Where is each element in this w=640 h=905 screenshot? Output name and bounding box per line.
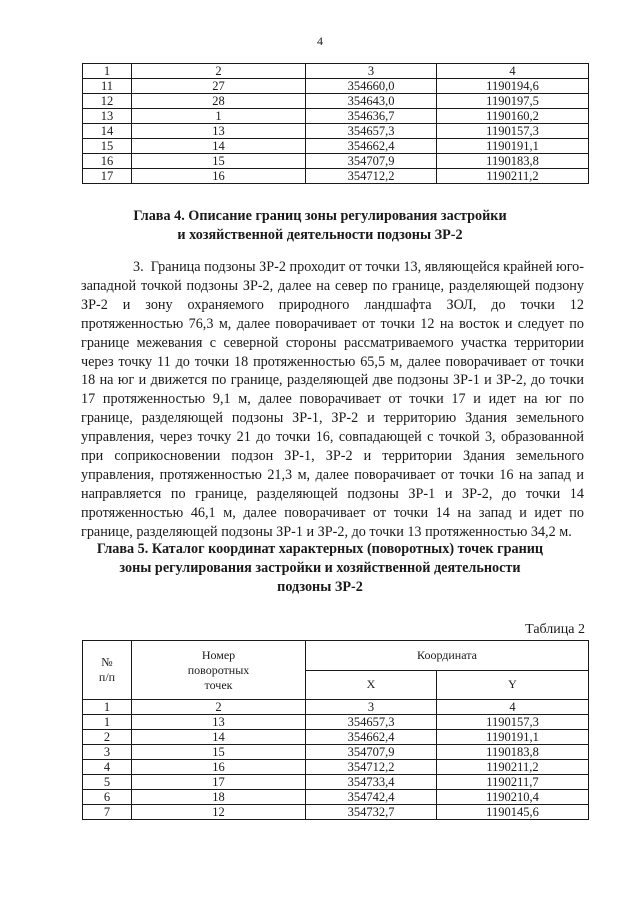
table-cell: 4 <box>437 700 589 715</box>
header-cell-x: X <box>306 670 437 700</box>
table-cell: 1190160,2 <box>437 109 589 124</box>
header-cell-y: Y <box>437 670 589 700</box>
chapter-5-heading-line: Глава 5. Каталог координат характерных (поворотных) точек границ <box>96 541 544 557</box>
table-cell: 5 <box>83 775 132 790</box>
table-cell: 354707,9 <box>306 745 437 760</box>
table-cell: 16 <box>132 169 306 184</box>
table-cell: 15 <box>132 745 306 760</box>
table-cell: 2 <box>132 64 306 79</box>
table-cell: 14 <box>132 139 306 154</box>
table-header-row <box>83 641 589 671</box>
header-cell-coordinate: Координата <box>306 641 589 671</box>
table-row <box>83 805 589 820</box>
table-row <box>83 94 589 109</box>
chapter-4-heading-line: и хозяйственной деятельности подзоны ЗР-2 <box>177 227 463 243</box>
header-text: Номер <box>201 647 236 662</box>
coordinates-table-continued <box>82 63 589 184</box>
table-cell: 6 <box>83 790 132 805</box>
chapter-5-heading-line: зоны регулирования застройки и хозяйственной деятельности <box>119 560 521 576</box>
paragraph-3: 3. Граница подзоны ЗР-2 проходит от точки 13, являющейся крайней юго-западной точкой подзоны ЗР-2, далее на север по границе, разделяющей подзону ЗР-2 и зону охраняемого природного ландшафта ЗОЛ, до точки 12 протяженностью 76,3 м, далее поворачивает от точки 12 на восток и следует по границе межевания с северной стороны рассматриваемого участка территории через точку 11 до точки 18 протяженностью 65,5 м, далее поворачивает от точки 18 на юг и движется по границе, разделяющей две подзоны ЗР-1 и ЗР-2, до точки 17 протяженностью 9,1 м, далее поворачивает от точки 17 и идет на юг по границе, разделяющей подзоны ЗР-1, ЗР-2 и территорию Здания земельного управления, через точку 21 до точки 16, совпадающей с точкой 3, образованной при соприкосновении подзон ЗР-1, ЗР-2 и территории Здания земельного управления, протяженностью 21,3 м, далее поворачивает от точки 16 на запад и направляется по границе, разделяющей подзоны ЗР-1 и ЗР-2, до точки 14 протяженностью 46,1 м, далее поворачивает от точки 14 на запад и идет по границе, разделяющей подзоны ЗР-1 и ЗР-2, до точки 13 протяженностью 34,2 м. <box>81 259 584 540</box>
table-cell: 354707,9 <box>306 154 437 169</box>
table-cell: 1190211,7 <box>437 775 589 790</box>
chapter-4-heading-line: Глава 4. Описание границ зоны регулирования застройки <box>133 208 507 224</box>
header-text: поворотных <box>187 662 250 677</box>
table-row <box>83 715 589 730</box>
table-row <box>83 124 589 139</box>
table-cell: 3 <box>306 64 437 79</box>
table-cell: 1190183,8 <box>437 745 589 760</box>
table-2-caption: Таблица 2 <box>525 622 585 637</box>
table-cell: 14 <box>83 124 132 139</box>
table-cell: 1190157,3 <box>437 124 589 139</box>
table-cell: 14 <box>132 730 306 745</box>
table-row <box>83 109 589 124</box>
table-cell: 1190183,8 <box>437 154 589 169</box>
table-cell: 7 <box>83 805 132 820</box>
header-text: № <box>101 655 113 669</box>
table-cell: 11 <box>83 79 132 94</box>
table-cell: 354742,4 <box>306 790 437 805</box>
table-cell: 1190194,6 <box>437 79 589 94</box>
table-cell: 354712,2 <box>306 760 437 775</box>
table-cell: 1190197,5 <box>437 94 589 109</box>
table-cell: 1 <box>83 700 132 715</box>
page-number: 4 <box>317 34 323 48</box>
chapter-5-heading <box>60 540 580 597</box>
table-cell: 16 <box>132 760 306 775</box>
table-cell: 1190191,1 <box>437 730 589 745</box>
table-cell: 1190157,3 <box>437 715 589 730</box>
table-cell: 3 <box>306 700 437 715</box>
table-cell: 354712,2 <box>306 169 437 184</box>
coordinates-table-2 <box>82 640 589 820</box>
table-cell: 12 <box>132 805 306 820</box>
table-cell: 28 <box>132 94 306 109</box>
table-row <box>83 139 589 154</box>
table-cell: 354657,3 <box>306 715 437 730</box>
table-cell: 4 <box>83 760 132 775</box>
table-row <box>83 790 589 805</box>
table-index-row <box>83 700 589 715</box>
table-cell: 1190145,6 <box>437 805 589 820</box>
table-cell: 354636,7 <box>306 109 437 124</box>
chapter-5-heading-line: подзоны ЗР-2 <box>277 579 363 595</box>
table-cell: 2 <box>83 730 132 745</box>
table-cell: 354732,7 <box>306 805 437 820</box>
table-cell: 1190211,2 <box>437 169 589 184</box>
table-cell: 2 <box>132 700 306 715</box>
chapter-4-heading <box>60 207 580 245</box>
table-cell: 354662,4 <box>306 139 437 154</box>
table-cell: 1 <box>83 715 132 730</box>
table-cell: 17 <box>83 169 132 184</box>
header-text: точек <box>204 677 233 692</box>
table-cell: 1 <box>83 64 132 79</box>
table-cell: 15 <box>83 139 132 154</box>
table-cell: 354662,4 <box>306 730 437 745</box>
table-row <box>83 169 589 184</box>
table-cell: 13 <box>132 124 306 139</box>
table-row <box>83 745 589 760</box>
table-cell: 16 <box>83 154 132 169</box>
table-row <box>83 64 589 79</box>
table-cell: 354660,0 <box>306 79 437 94</box>
table-cell: 354657,3 <box>306 124 437 139</box>
table-cell: 3 <box>83 745 132 760</box>
table-cell: 13 <box>132 715 306 730</box>
table-row <box>83 760 589 775</box>
header-text: п/п <box>98 670 116 684</box>
table-cell: 4 <box>437 64 589 79</box>
table-cell: 1 <box>132 109 306 124</box>
table-cell: 1190210,4 <box>437 790 589 805</box>
table-cell: 18 <box>132 790 306 805</box>
table-cell: 1190211,2 <box>437 760 589 775</box>
table-cell: 17 <box>132 775 306 790</box>
table-cell: 12 <box>83 94 132 109</box>
table-row <box>83 775 589 790</box>
table-cell: 1190191,1 <box>437 139 589 154</box>
table-cell: 354733,4 <box>306 775 437 790</box>
table-cell: 15 <box>132 154 306 169</box>
table-row <box>83 79 589 94</box>
table-cell: 27 <box>132 79 306 94</box>
header-cell-point <box>132 641 306 700</box>
table-row <box>83 730 589 745</box>
table-cell: 13 <box>83 109 132 124</box>
table-cell: 354643,0 <box>306 94 437 109</box>
header-cell-number <box>83 641 132 700</box>
table-row <box>83 154 589 169</box>
